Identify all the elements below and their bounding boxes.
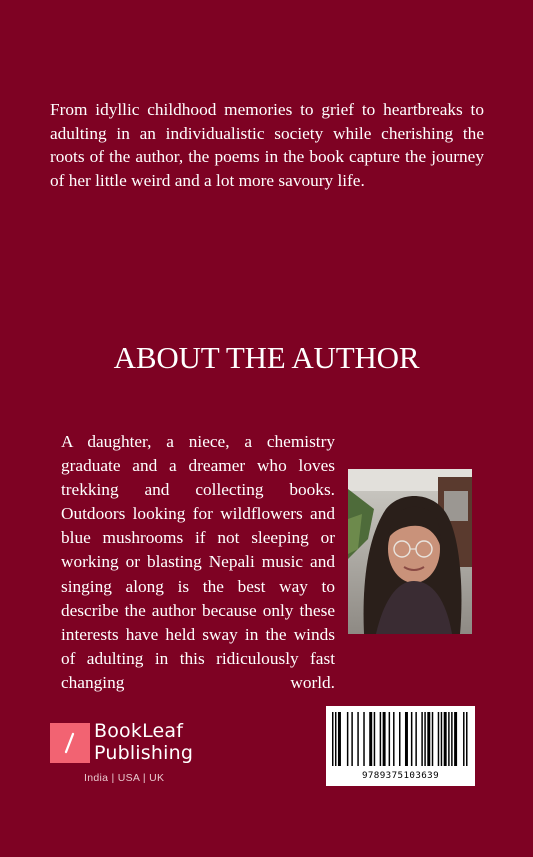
- barcode-bar: [351, 712, 352, 766]
- barcode-bar: [441, 712, 442, 766]
- barcode-bar: [380, 712, 381, 766]
- barcode-bar: [399, 712, 400, 766]
- barcode-bar: [405, 712, 408, 766]
- author-bio: A daughter, a niece, a chemistry graduate and a dreamer who loves trekking and collecting books. Outdoors looking for wildflowers and blue mushrooms if not sleeping or working or blasting Nepali music and singing along is the best way to describe the author because only these interests have held sway in the winds of adulting in this ridiculously fast changing world.: [61, 432, 335, 692]
- barcode-bar: [357, 712, 358, 766]
- publisher-name-line2: Publishing: [94, 742, 194, 764]
- barcode-bar: [444, 712, 447, 766]
- barcode-bar: [383, 712, 386, 766]
- barcode-bar: [421, 712, 422, 766]
- barcode-bar: [411, 712, 412, 766]
- barcode-bar: [463, 712, 464, 766]
- barcode-bar: [424, 712, 425, 766]
- barcode-bar: [438, 712, 439, 766]
- bookleaf-logo-icon: [50, 723, 90, 763]
- publisher-name-line1: BookLeaf: [94, 720, 184, 742]
- barcode-bar: [427, 712, 430, 766]
- barcode-bar: [338, 712, 341, 766]
- barcode-bar: [363, 712, 364, 766]
- publisher-regions: India | USA | UK: [84, 772, 165, 784]
- barcode-bar: [347, 712, 348, 766]
- barcode-bar: [335, 712, 336, 766]
- barcode-bar: [432, 712, 433, 766]
- barcode-bar: [451, 712, 452, 766]
- barcode-bar: [369, 712, 372, 766]
- barcode-bars: [332, 712, 469, 766]
- publisher-logo: [50, 720, 250, 793]
- about-author-heading: ABOUT THE AUTHOR: [113, 340, 420, 375]
- barcode-bar: [393, 712, 394, 766]
- isbn-barcode: [326, 706, 475, 786]
- barcode-bar: [374, 712, 375, 766]
- blurb-text: From idyllic childhood memories to grief to heartbreaks to adulting in an individualistic society while cherishing the roots of the author, the poems in the book capture the journey of her little weird and a lot more savoury life.: [50, 100, 484, 190]
- barcode-bar: [466, 712, 467, 766]
- barcode-bar: [454, 712, 457, 766]
- barcode-bar: [415, 712, 416, 766]
- author-photo: [348, 469, 472, 634]
- barcode-bar: [332, 712, 333, 766]
- isbn-number: 9789375103639: [361, 770, 440, 781]
- barcode-bar: [448, 712, 449, 766]
- barcode-bar: [389, 712, 390, 766]
